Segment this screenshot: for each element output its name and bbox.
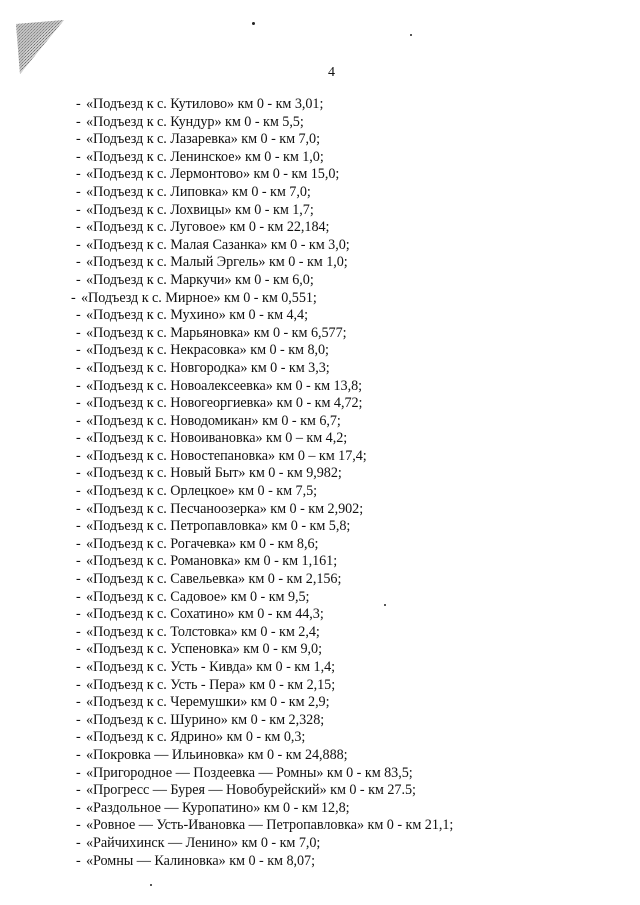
list-dash: -	[76, 324, 81, 341]
road-list-item	[76, 641, 626, 659]
list-dash: -	[76, 553, 81, 570]
road-list-item	[76, 166, 626, 184]
list-dash: -	[76, 746, 81, 763]
road-list-item	[76, 395, 626, 413]
road-list-item	[76, 729, 626, 747]
road-list-item	[76, 571, 626, 589]
list-dash: -	[76, 852, 81, 869]
road-item-text: «Подъезд к с. Усть - Кивда» км 0 - км 1,4;	[86, 659, 335, 675]
road-list-item	[76, 712, 626, 730]
list-dash: -	[76, 447, 81, 464]
list-dash: -	[76, 817, 81, 834]
scan-speck	[252, 22, 255, 25]
road-item-text: «Подъезд к с. Толстовка» км 0 - км 2,4;	[86, 623, 320, 640]
road-item-text: «Подъезд к с. Рогачевка» км 0 - км 8,6;	[86, 535, 319, 552]
road-item-text: «Подъезд к с. Орлецкое» км 0 - км 7,5;	[86, 483, 318, 500]
road-item-text: «Подъезд к с. Новоалексеевка» км 0 - км 13,8;	[86, 377, 363, 394]
list-dash: -	[76, 148, 81, 165]
scan-speck	[150, 884, 152, 886]
road-list-item	[76, 448, 626, 466]
road-item-text: «Подъезд к с. Ленинское» км 0 - км 1,0;	[86, 148, 324, 165]
list-dash: -	[76, 500, 81, 517]
road-item-text: «Подъезд к с. Некрасовка» км 0 - км 8,0;	[86, 342, 329, 359]
road-item-text: «Подъезд к с. Романовка» км 0 - км 1,161;	[86, 553, 338, 570]
road-item-text: «Подъезд к с. Успеновка» км 0 - км 9,0;	[86, 641, 322, 658]
list-dash: -	[76, 799, 81, 816]
road-item-text: «Подъезд к с. Новый Быт» км 0 - км 9,982;	[86, 465, 342, 482]
road-item-text: «Подъезд к с. Лермонтово» км 0 - км 15,0;	[86, 166, 340, 183]
list-dash: -	[71, 289, 76, 306]
road-item-text: «Подъезд к с. Липовка» км 0 - км 7,0;	[86, 183, 311, 200]
road-list-item	[76, 96, 626, 114]
scan-corner-artifact	[16, 20, 76, 76]
road-list-item	[76, 430, 626, 448]
list-dash: -	[76, 535, 81, 552]
road-list-item	[76, 800, 626, 818]
road-list-item	[76, 378, 626, 396]
road-item-text: «Подъезд к с. Лазаревка» км 0 - км 7,0;	[86, 131, 320, 148]
road-list-item	[76, 413, 626, 431]
road-list-item	[76, 202, 626, 220]
road-item-text: «Пригородное — Поздеевка — Ромны» км 0 - км 83,5;	[86, 764, 413, 781]
road-list-item	[76, 659, 626, 677]
road-list-item	[76, 782, 626, 800]
list-dash: -	[76, 659, 81, 675]
list-dash: -	[76, 131, 81, 148]
road-item-text: «Подъезд к с. Кутилово» км 0 - км 3,01;	[86, 96, 324, 112]
road-item-text: «Подъезд к с. Новодомикан» км 0 - км 6,7;	[86, 412, 341, 429]
road-item-text: «Подъезд к с. Малый Эргель» км 0 - км 1,0;	[86, 254, 348, 271]
list-dash: -	[76, 254, 81, 271]
road-list-item	[76, 747, 626, 765]
list-dash: -	[76, 430, 81, 447]
road-list-item	[76, 307, 626, 325]
list-dash: -	[76, 711, 81, 728]
road-item-text: «Подъезд к с. Новогеоргиевка» км 0 - км 4,72;	[86, 395, 363, 412]
list-dash: -	[76, 166, 81, 183]
road-list-item	[76, 518, 626, 536]
road-item-text: «Подъезд к с. Садовое» км 0 - км 9,5;	[86, 588, 310, 605]
list-dash: -	[76, 676, 81, 693]
list-dash: -	[76, 113, 81, 130]
road-item-text: «Подъезд к с. Новоивановка» км 0 – км 4,2;	[86, 430, 348, 447]
road-item-text: «Подъезд к с. Луговое» км 0 - км 22,184;	[86, 219, 330, 236]
road-list-item	[76, 536, 626, 554]
road-list	[71, 96, 626, 870]
list-dash: -	[76, 465, 81, 482]
road-item-text: «Подъезд к с. Марьяновка» км 0 - км 6,577;	[86, 324, 347, 341]
list-dash: -	[76, 183, 81, 200]
list-dash: -	[76, 412, 81, 429]
road-item-text: «Раздольное — Куропатино» км 0 - км 12,8;	[86, 799, 350, 816]
list-dash: -	[76, 834, 81, 851]
road-item-text: «Подъезд к с. Кундур» км 0 - км 5,5;	[86, 113, 304, 130]
road-list-item	[76, 131, 626, 149]
road-list-item	[76, 360, 626, 378]
list-dash: -	[76, 96, 81, 112]
road-item-text: «Подъезд к с. Усть - Пера» км 0 - км 2,15;	[86, 676, 336, 693]
road-item-text: «Подъезд к с. Новгородка» км 0 - км 3,3;	[86, 359, 330, 376]
road-item-text: «Ромны — Калиновка» км 0 - км 8,07;	[86, 852, 315, 869]
road-list-item	[76, 184, 626, 202]
road-item-text: «Подъезд к с. Мухино» км 0 - км 4,4;	[86, 307, 308, 324]
road-list-item	[76, 237, 626, 255]
road-item-text: «Подъезд к с. Ядрино» км 0 - км 0,3;	[86, 729, 306, 746]
road-item-text: «Подъезд к с. Сохатино» км 0 - км 44,3;	[86, 606, 324, 623]
list-dash: -	[76, 307, 81, 324]
list-dash: -	[76, 271, 81, 288]
road-item-text: «Подъезд к с. Лохвицы» км 0 - км 1,7;	[86, 201, 314, 218]
road-item-text: «Подъезд к с. Мирное» км 0 - км 0,551;	[81, 289, 317, 306]
road-list-item	[76, 606, 626, 624]
road-list-item	[71, 290, 626, 308]
list-dash: -	[76, 219, 81, 236]
list-dash: -	[76, 342, 81, 359]
list-dash: -	[76, 377, 81, 394]
list-dash: -	[76, 641, 81, 658]
road-item-text: «Прогресс — Бурея — Новобурейский» км 0 - км 27.5;	[86, 782, 416, 799]
road-item-text: «Подъезд к с. Шурино» км 0 - км 2,328;	[86, 711, 325, 728]
road-list-item	[76, 677, 626, 695]
list-dash: -	[76, 729, 81, 746]
list-dash: -	[76, 483, 81, 500]
list-dash: -	[76, 359, 81, 376]
road-list-item	[76, 342, 626, 360]
road-list-item	[76, 589, 626, 607]
list-dash: -	[76, 782, 81, 799]
road-list-item	[76, 149, 626, 167]
road-list-item	[76, 483, 626, 501]
list-dash: -	[76, 518, 81, 535]
list-dash: -	[76, 606, 81, 623]
road-item-text: «Подъезд к с. Песчаноозерка» км 0 - км 2,902;	[86, 500, 364, 517]
road-list-item	[76, 272, 626, 290]
road-item-text: «Подъезд к с. Петропавловка» км 0 - км 5,8;	[86, 518, 351, 535]
road-list-item	[76, 853, 626, 871]
list-dash: -	[76, 588, 81, 605]
road-item-text: «Подъезд к с. Черемушки» км 0 - км 2,9;	[86, 694, 330, 711]
road-list-item	[76, 553, 626, 571]
list-dash: -	[76, 395, 81, 412]
road-list-item	[76, 219, 626, 237]
road-list-item	[76, 835, 626, 853]
list-dash: -	[76, 571, 81, 588]
road-list-item	[76, 325, 626, 343]
road-list-item	[76, 624, 626, 642]
road-item-text: «Подъезд к с. Малая Сазанка» км 0 - км 3,0;	[86, 236, 350, 253]
road-list-item	[76, 765, 626, 783]
road-item-text: «Ровное — Усть-Ивановка — Петропавловка» км 0 - км 21,1;	[86, 817, 454, 834]
road-item-text: «Покровка — Ильиновка» км 0 - км 24,888;	[86, 746, 348, 763]
road-list-item	[76, 501, 626, 519]
list-dash: -	[76, 236, 81, 253]
scan-speck	[410, 34, 412, 36]
list-dash: -	[76, 201, 81, 218]
road-item-text: «Райчихинск — Ленино» км 0 - км 7,0;	[86, 834, 321, 851]
road-list-item	[76, 465, 626, 483]
road-list-item	[76, 694, 626, 712]
road-list-item	[76, 817, 626, 835]
road-list-item	[76, 114, 626, 132]
road-item-text: «Подъезд к с. Савельевка» км 0 - км 2,156;	[86, 571, 342, 588]
road-item-text: «Подъезд к с. Новостепановка» км 0 – км 17,4;	[86, 447, 367, 464]
road-list-item	[76, 254, 626, 272]
road-item-text: «Подъезд к с. Маркучи» км 0 - км 6,0;	[86, 271, 314, 288]
list-dash: -	[76, 694, 81, 711]
page-number: 4	[328, 65, 335, 80]
list-dash: -	[76, 623, 81, 640]
list-dash: -	[76, 764, 81, 781]
